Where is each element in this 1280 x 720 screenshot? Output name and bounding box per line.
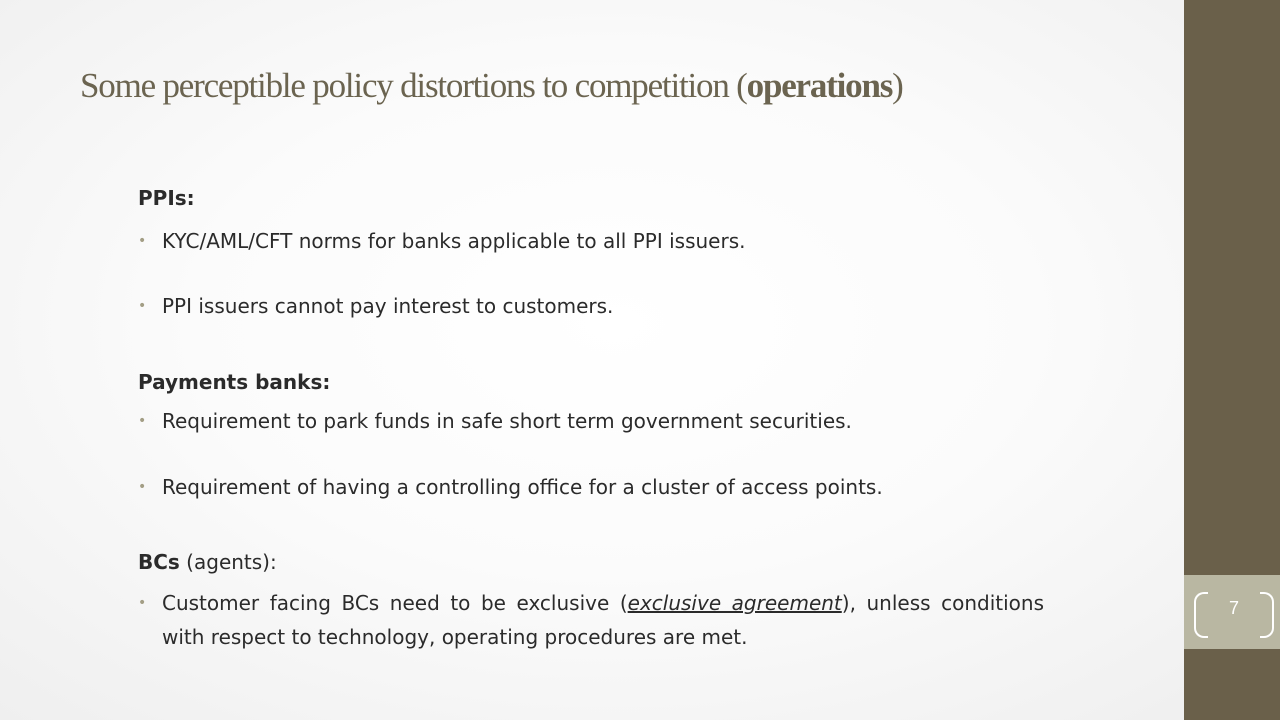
bullet-icon: • [138,595,147,611]
bullet-icon: • [138,233,147,249]
bullet-icon: • [138,479,147,495]
bullet-item: • PPI issuers cannot pay interest to customers. [138,289,1044,323]
bullet-item: • Requirement to park funds in safe short term government securities. [138,404,1044,438]
bullet-icon: • [138,298,147,314]
section-heading-payments-banks: Payments banks: [138,370,331,394]
slide-title: Some perceptible policy distortions to competition (operations) [80,66,903,105]
bullet-item: • Requirement of having a controlling office for a cluster of access points. [138,470,1044,504]
bullet-item: • Customer facing BCs need to be exclusive (exclusive agreement), unless conditions with respect to technology, operating procedures are met. [138,586,1044,654]
section-heading-ppis: PPIs: [138,186,195,210]
page-number: 7 [1228,598,1239,618]
bullet-item: • KYC/AML/CFT norms for banks applicable to all PPI issuers. [138,224,1044,258]
section-heading-bcs: BCs (agents): [138,550,277,574]
bullet-icon: • [138,413,147,429]
